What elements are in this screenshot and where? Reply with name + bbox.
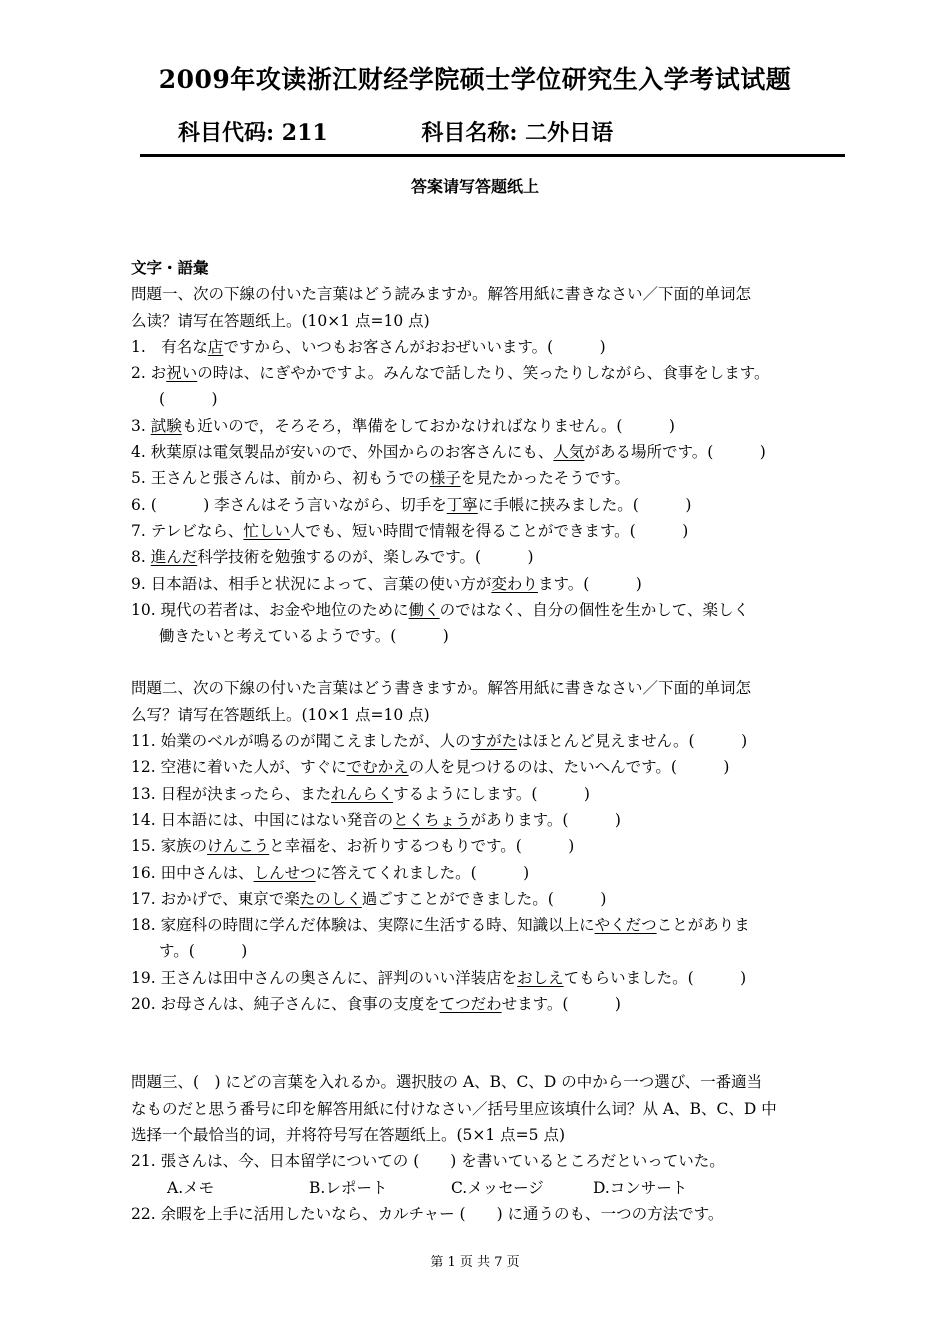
question-4: 4. 秋葉原は電気製品が安いので、外国からのお客さんにも、人気がある場所です。( ) (131, 443, 766, 462)
question-17: 17. おかげで、東京で楽たのしく過ごすことができました。( ) (131, 889, 607, 908)
question-16: 16. 田中さんは、しんせつに答えてくれました。( ) (131, 863, 530, 882)
question-7: 7. テレビなら、忙しい人でも、短い時間で情報を得ることができます。( ) (131, 521, 689, 540)
question-18: 18. 家庭科の時間に学んだ体験は、実際に生活する時、知識以上にやくだつことがありま (131, 916, 750, 935)
question-14: 14. 日本語には、中国にはない発音のとくちょうがあります。( ) (131, 810, 621, 829)
part1-instruction: 問題一、次の下線の付いた言葉はどう読みますか。解答用紙に書きなさい／下面的单词怎 (131, 285, 752, 304)
spacer (131, 1017, 859, 1069)
option-c: C.メッセージ (451, 1178, 544, 1197)
option-a: A.メモ (167, 1178, 215, 1197)
question-22: 22. 余暇を上手に活用したいなら、カルチャー ( ) に通うのも、一つの方法です。 (131, 1204, 724, 1223)
question-19: 19. 王さんは田中さんの奥さんに、評判のいい洋装店をおしえてもらいました。( ) (131, 968, 747, 987)
spacer (131, 649, 859, 675)
question-6: 6. ( ) 李さんはそう言いながら、切手を丁寧に手帳に挟みました。( ) (131, 495, 692, 514)
option-b: B.レポート (309, 1178, 388, 1197)
question-10-cont: 働きたいと考えているようです。( ) (159, 627, 449, 646)
question-15: 15. 家族のけんこうと幸福を、お祈りするつもりです。( ) (131, 837, 575, 856)
part3-instruction: 問題三、( ) にどの言葉を入れるか。選択肢の A、B、C、D の中から一つ選び、一番適当 (131, 1073, 763, 1092)
part3-instruction-cont: なものだと思う番号に印を解答用紙に付けなさい／括号里应该填什么词？从 A、B、C、D 中 (131, 1099, 777, 1118)
question-21-options (131, 1175, 859, 1201)
subject-name: 科目名称: 二外日语 (421, 120, 614, 146)
question-21: 21. 張さんは、今、日本留学についての ( ) を書いているところだといっていた。 (131, 1152, 725, 1171)
question-20: 20. お母さんは、純子さんに、食事の支度をてつだわせます。( ) (131, 995, 621, 1014)
part3-instruction-cont2: 选择一个最恰当的词，并将符号写在答题纸上。(5×1 点=5 点) (131, 1125, 566, 1144)
section-heading: 文字・語彙 (131, 258, 209, 277)
answer-notice: 答案请写答题纸上 (410, 177, 539, 196)
question-10: 10. 現代の若者は、お金や地位のために働くのではなく、自分の個性を生かして、楽しく (131, 600, 749, 619)
part2-instruction-cont: 么写？请写在答题纸上。(10×1 点=10 点) (131, 705, 430, 724)
exam-body (131, 255, 859, 1227)
question-2: 2. お祝いの時は、にぎやかですよ。みんなで話したり、笑ったりしながら、食事をします。 (131, 364, 770, 383)
option-d: D.コンサート (593, 1178, 688, 1197)
header-divider (140, 154, 845, 157)
question-5: 5. 王さんと張さんは、前から、初もうでの様子を見たかったそうです。 (131, 469, 630, 488)
subject-code: 科目代码: 211 (178, 120, 328, 146)
question-8: 8. 進んだ科学技術を勉強するのが、楽しみです。( ) (131, 548, 534, 567)
part2-instruction: 問題二、次の下線の付いた言葉はどう書きますか。解答用紙に書きなさい／下面的单词怎 (131, 679, 752, 698)
page-footer: 第 1 页 共 7 页 (430, 1255, 520, 1270)
question-13: 13. 日程が決まったら、またれんらくするようにします。( ) (131, 784, 590, 803)
exam-title: 2009年攻读浙江财经学院硕士学位研究生入学考试试题 (158, 65, 792, 94)
part1-instruction-cont: 么读？请写在答题纸上。(10×1 点=10 点) (131, 311, 430, 330)
question-1: 1. 有名な店ですから、いつもお客さんがおおぜいいます。( ) (131, 337, 606, 356)
subject-line (178, 116, 613, 147)
question-11: 11. 始業のベルが鳴るのが聞こえましたが、人のすがたはほとんど見えません。( ) (131, 732, 748, 751)
question-18-cont: す。( ) (159, 942, 248, 961)
question-9: 9. 日本語は、相手と状況によって、言葉の使い方が変わります。( ) (131, 574, 642, 593)
question-12: 12. 空港に着いた人が、すぐにでむかえの人を見つけるのは、たいへんです。( ) (131, 758, 730, 777)
question-2-cont: ( ) (159, 390, 218, 409)
question-3: 3. 試験も近いので，そろそろ，準備をしておかなければなりません。( ) (131, 416, 675, 435)
